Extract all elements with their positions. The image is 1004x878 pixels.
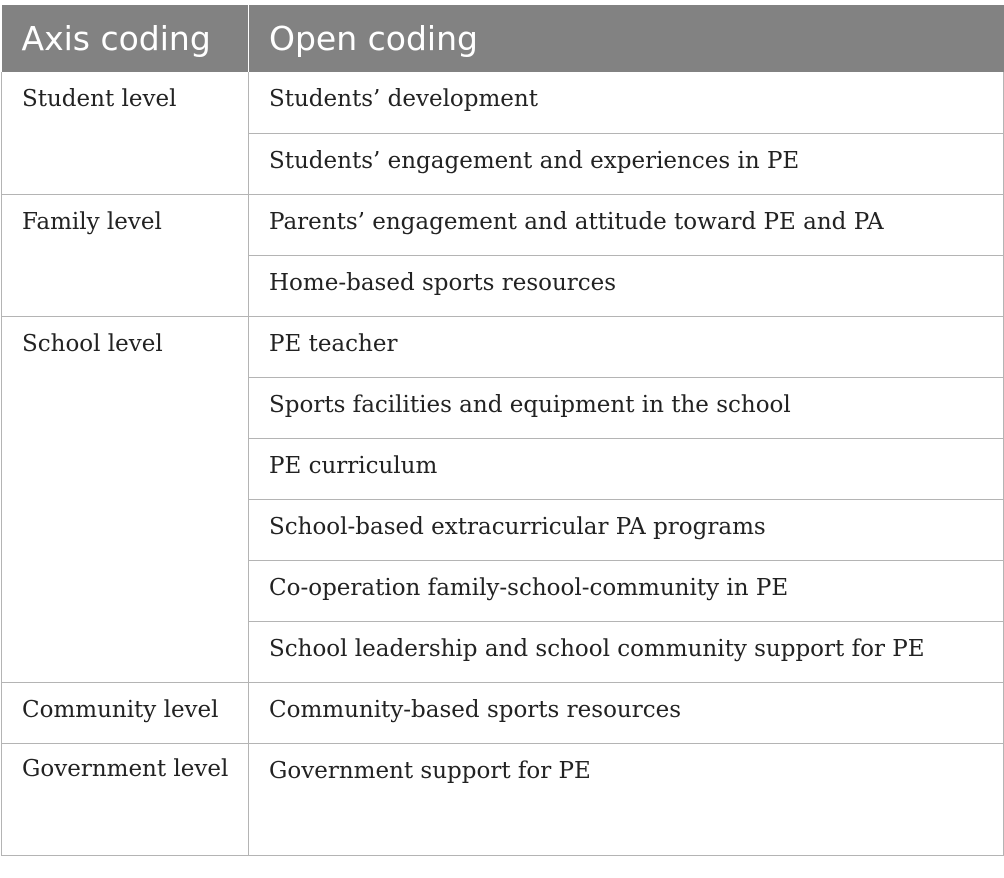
open-cell: Students’ development: [249, 72, 1004, 133]
header-open-coding: Open coding: [249, 5, 1004, 72]
axis-cell-community: Community level: [2, 682, 249, 743]
table-body: [2, 72, 1004, 855]
axis-cell-government: Government level: [2, 743, 249, 855]
open-cell: School-based extracurricular PA programs: [249, 499, 1004, 560]
table-header: [2, 5, 1004, 72]
open-cell: Community-based sports resources: [249, 682, 1004, 743]
open-cell: Sports facilities and equipment in the school: [249, 377, 1004, 438]
header-axis-coding: Axis coding: [2, 5, 249, 72]
open-cell: Students’ engagement and experiences in PE: [249, 133, 1004, 194]
axis-cell-family: Family level: [2, 194, 249, 316]
table-row: [2, 316, 1004, 377]
open-cell: Co-operation family-school-community in PE: [249, 560, 1004, 621]
open-cell: Parents’ engagement and attitude toward PE and PA: [249, 194, 1004, 255]
open-cell: Government support for PE: [249, 743, 1004, 855]
open-cell: School leadership and school community support for PE: [249, 621, 1004, 682]
axis-cell-student: Student level: [2, 72, 249, 194]
header-row: [2, 5, 1004, 72]
open-cell: PE teacher: [249, 316, 1004, 377]
table-row: [2, 682, 1004, 743]
table-row: [2, 194, 1004, 255]
table-row: [2, 72, 1004, 133]
axis-cell-school: School level: [2, 316, 249, 682]
open-cell: PE curriculum: [249, 438, 1004, 499]
coding-table: [1, 5, 1004, 856]
table-row: [2, 743, 1004, 855]
open-cell: Home-based sports resources: [249, 255, 1004, 316]
